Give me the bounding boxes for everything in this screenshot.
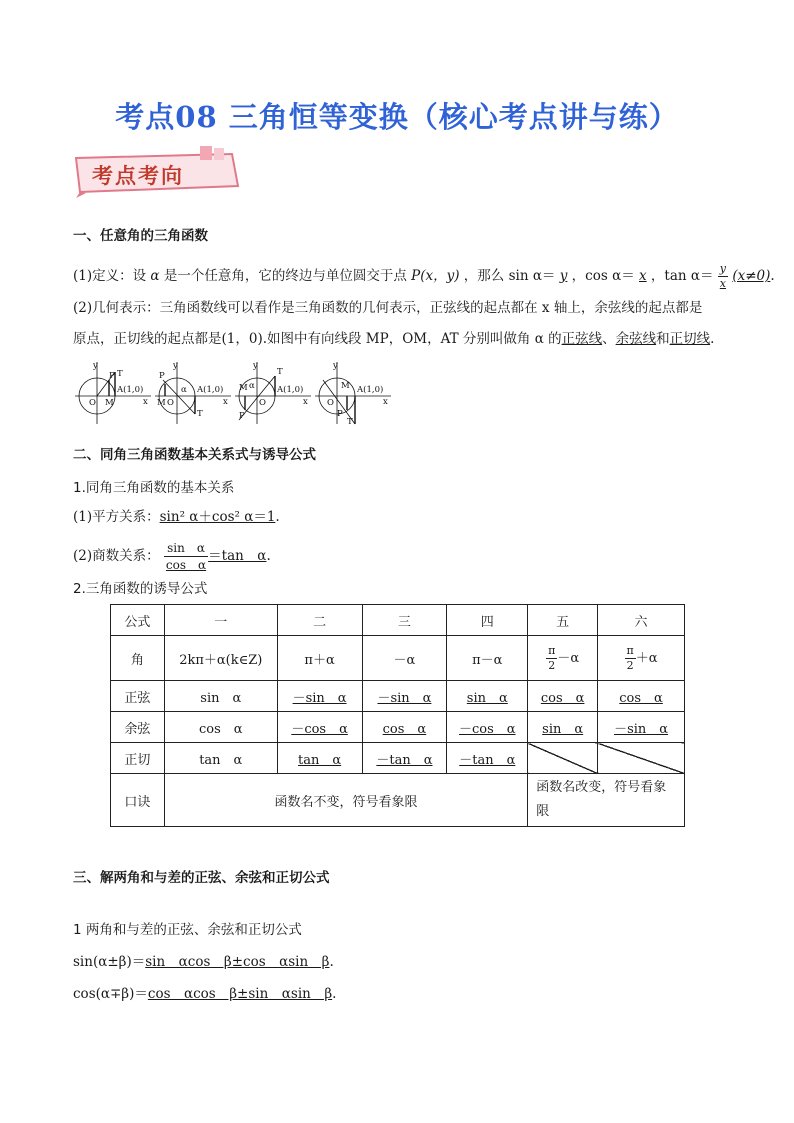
- fig1-t-label: T: [117, 369, 123, 379]
- table-cell: π－α: [447, 636, 528, 681]
- table-row-sin: [111, 681, 685, 712]
- table-cell: sin α: [447, 681, 528, 712]
- quotient-den: cos α: [165, 558, 207, 572]
- fig3-y-label: y: [253, 361, 258, 371]
- table-cell: tan α: [164, 743, 277, 774]
- table-cell: －sin α: [362, 681, 447, 712]
- rule-right-cell: 函数名改变，符号看象限: [528, 774, 685, 827]
- table-cell: cos α: [164, 712, 277, 743]
- rule-left-cell: 函数名不变，符号看象限: [164, 774, 527, 827]
- fig3-a-label: A(1,0): [277, 385, 304, 395]
- fig4-x-label: x: [383, 397, 388, 407]
- tan-condition: (x≠0): [732, 268, 771, 284]
- header-cell: 二: [277, 605, 362, 636]
- table-cell: cos α: [528, 681, 598, 712]
- fig1-y-label: y: [93, 361, 98, 371]
- fig3-o-label: O: [259, 398, 266, 408]
- table-cell: tan α: [277, 743, 362, 774]
- cosine-line-term: 余弦线: [615, 331, 657, 347]
- header-cell: 公式: [111, 605, 165, 636]
- table-cell: －tan α: [447, 743, 528, 774]
- quotient-rhs: ＝tan α: [208, 548, 267, 564]
- square-relation-formula: sin² α＋cos² α＝1: [159, 509, 276, 525]
- quotient-relation: [73, 538, 271, 574]
- sin-sum-lhs: sin(α±β)＝: [73, 954, 146, 970]
- fig1-p-label: P: [109, 371, 115, 381]
- fig2-p-label: P: [159, 371, 165, 381]
- def-tan: ，tan α＝: [650, 268, 714, 284]
- geo2-end: .: [710, 331, 715, 347]
- geometry-line-2: [73, 329, 714, 349]
- fig1-m-label: M: [105, 398, 114, 408]
- fig2-y-label: y: [173, 361, 178, 371]
- fig2-t-label: T: [197, 409, 203, 419]
- fig4-p-label: P: [337, 409, 343, 419]
- geometry-line-1: (2)几何表示：三角函数线可以看作是三角函数的几何表示，正弦线的起点都在 x 轴上，余弦线的起点都是: [73, 300, 703, 316]
- row-label: 口诀: [111, 774, 165, 827]
- pi-half-fraction: [546, 644, 557, 673]
- sine-line-term: 正弦线: [561, 331, 603, 347]
- fig2-o-label: O: [167, 398, 174, 408]
- fig1-x-label: x: [143, 397, 148, 407]
- row-label: 余弦: [111, 712, 165, 743]
- table-row-angle: [111, 636, 685, 681]
- fig1-o-label: O: [89, 398, 96, 408]
- def-point: P(x，y): [411, 268, 460, 284]
- table-cell: －cos α: [277, 712, 362, 743]
- unit-circle-figure-2: [153, 358, 233, 426]
- quotient-end: .: [266, 548, 271, 564]
- pi-num: π: [626, 643, 634, 657]
- sin-sum-formula: [73, 952, 334, 972]
- table-cell: sin α: [528, 712, 598, 743]
- table-cell: 2kπ＋α(k∈Z): [164, 636, 277, 681]
- def-cos: ，cos α＝: [571, 268, 635, 284]
- induction-formula-table: [110, 604, 685, 827]
- section3-heading: 三、解两角和与差的正弦、余弦和正切公式: [73, 870, 330, 886]
- geo2-sep: 、: [602, 331, 616, 347]
- table-row-cos: [111, 712, 685, 743]
- fig4-t-label: T: [347, 417, 353, 426]
- table-cell: sin α: [164, 681, 277, 712]
- fig2-m-label: M: [157, 398, 166, 408]
- header-cell: 六: [598, 605, 685, 636]
- angle-rest: ＋α: [635, 650, 658, 666]
- badge-label: 考点考向: [92, 164, 184, 188]
- def-alpha: α: [150, 268, 160, 284]
- fig2-alpha-label: α: [181, 385, 187, 395]
- quotient-relation-label: (2)商数关系：: [73, 548, 160, 564]
- fig2-a-label: A(1,0): [197, 385, 224, 395]
- pi-den: 2: [626, 658, 634, 672]
- table-row-rule: [111, 774, 685, 827]
- fig3-t-label: T: [277, 367, 283, 377]
- tangent-line-term: 正切线: [669, 331, 711, 347]
- table-cell: －cos α: [447, 712, 528, 743]
- unit-circle-figure-3: [233, 358, 313, 426]
- table-cell: －α: [362, 636, 447, 681]
- cos-sum-end: .: [332, 986, 337, 1002]
- quotient-num: sin α: [164, 540, 208, 557]
- row-label: 角: [111, 636, 165, 681]
- sin-sum-rhs: sin αcos β±cos αsin β: [145, 954, 330, 970]
- cos-sum-rhs: cos αcos β±sin αsin β: [147, 986, 333, 1002]
- tan-num: y: [719, 262, 727, 275]
- pi-half-fraction: [625, 644, 636, 673]
- fig4-o-label: O: [327, 398, 334, 408]
- fig4-a-label: A(1,0): [357, 385, 384, 395]
- fig3-p-label: P: [239, 411, 245, 421]
- page-title: 考点08 三角恒等变换（核心考点讲与练）: [115, 100, 679, 134]
- table-cell: cos α: [362, 712, 447, 743]
- pi-num: π: [548, 643, 556, 657]
- fig3-x-label: x: [303, 397, 308, 407]
- fig1-a-label: A(1,0): [117, 385, 144, 395]
- angle-rest: －α: [557, 650, 580, 666]
- header-cell: 五: [528, 605, 598, 636]
- row-label: 正切: [111, 743, 165, 774]
- table-cell: －sin α: [598, 712, 685, 743]
- geo2-and: 和: [656, 331, 670, 347]
- unit-circle-figure-1: [73, 358, 153, 426]
- quotient-fraction: [164, 540, 208, 573]
- cos-sum-formula: [73, 984, 336, 1004]
- unit-circle-figure-4: [313, 358, 393, 426]
- header-cell: 四: [447, 605, 528, 636]
- section2-sub2: 2.三角函数的诱导公式: [73, 581, 208, 597]
- def-end: .: [770, 268, 775, 284]
- fig2-x-label: x: [223, 397, 228, 407]
- table-cell: [598, 636, 685, 681]
- sin-answer: y: [559, 268, 568, 284]
- fig3-alpha-label: α: [249, 381, 255, 391]
- table-cell: π＋α: [277, 636, 362, 681]
- empty-diagonal-cell: [528, 743, 598, 774]
- section1-heading: 一、任意角的三角函数: [73, 228, 208, 244]
- table-cell: －tan α: [362, 743, 447, 774]
- def-prefix: (1)定义：设: [73, 268, 147, 284]
- fig3-m-label: M: [239, 383, 248, 393]
- table-cell: [528, 636, 598, 681]
- fig4-m-label: M: [341, 381, 350, 391]
- table-cell: cos α: [598, 681, 685, 712]
- empty-diagonal-cell: [598, 743, 685, 774]
- sin-sum-end: .: [329, 954, 334, 970]
- table-cell: －sin α: [277, 681, 362, 712]
- pi-den: 2: [548, 658, 556, 672]
- square-relation: [73, 507, 280, 527]
- header-cell: 一: [164, 605, 277, 636]
- section2-sub1: 1.同角三角函数的基本关系: [73, 480, 235, 496]
- header-cell: 三: [362, 605, 447, 636]
- section2-heading: 二、同角三角函数基本关系式与诱导公式: [73, 447, 316, 463]
- tan-fraction: [718, 262, 728, 291]
- square-relation-label: (1)平方关系：: [73, 509, 160, 525]
- tan-den: x: [719, 277, 727, 290]
- section3-sub1: 1 两角和与差的正弦、余弦和正切公式: [73, 922, 302, 938]
- fig4-y-label: y: [333, 361, 338, 371]
- cos-answer: x: [639, 268, 647, 284]
- section-badge: [72, 146, 244, 202]
- definition-line: [73, 262, 775, 291]
- def-mid: 是一个任意角，它的终边与单位圆交于点: [163, 268, 407, 284]
- square-relation-end: .: [275, 509, 280, 525]
- geo2-pre: 原点，正切线的起点都是(1，0).如图中有向线段 MP，OM，AT 分别叫做角 α 的: [73, 331, 562, 347]
- cos-sum-lhs: cos(α∓β)＝: [73, 986, 148, 1002]
- def-then: ，那么 sin α＝: [463, 268, 556, 284]
- table-row-tan: [111, 743, 685, 774]
- row-label: 正弦: [111, 681, 165, 712]
- table-header-row: [111, 605, 685, 636]
